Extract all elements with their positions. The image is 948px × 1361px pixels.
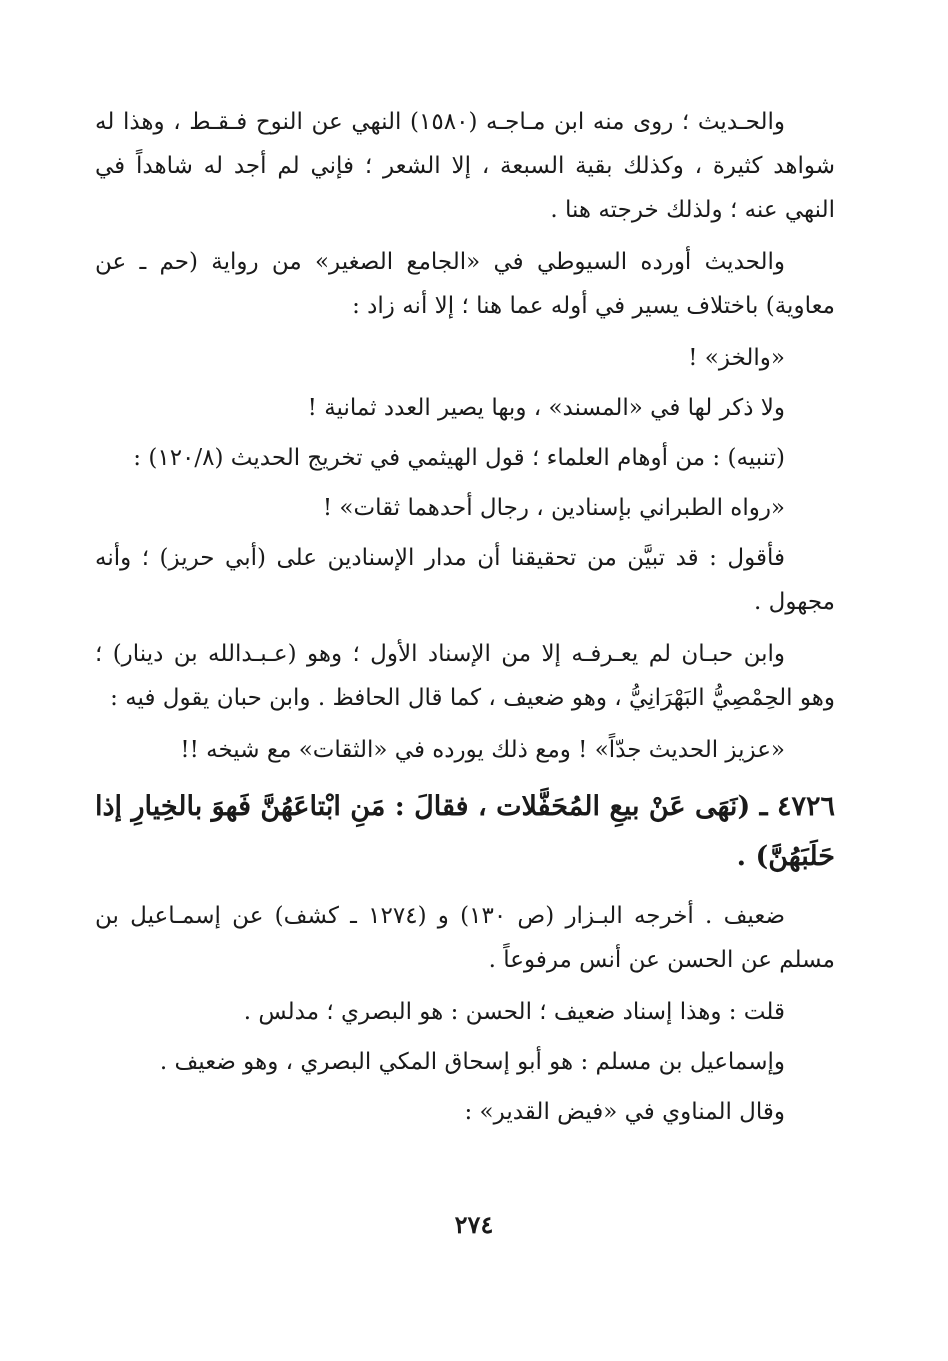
paragraph-khazz-quote: «والخز» ! [688,345,785,371]
paragraph-aziz-quote: «عزيز الحديث جدّاً» ! ومع ذلك يورده في «الثقات» مع شيخه !! [180,737,785,763]
hadith-heading: ٤٧٢٦ ـ (نَهَى عَنْ بيعِ المُحَفَّلات ، فقالَ : مَنِ ابْتاعَهُنَّ فَهوَ بالخِيارِ إذا حَلَبَهُنَّ) . [95,791,835,872]
paragraph-suyuti: والحديث أورده السيوطي في «الجامع الصغير» من رواية (حم ـ عن معاوية) باختلاف يسير في أوله عما هنا ؛ إلا أنه زاد : [95,249,835,319]
paragraph-ibn-majah: والحـديث ؛ روى منه ابن مـاجـه (١٥٨٠) النهي عن النوح فـقـط ، وهذا له شواهد كثيرة ، وكذلك بقية السبعة ، إلا الشعر ؛ فإني لم أجد له شاهداً في النهي عنه ؛ ولذلك خرجته هنا . [95,109,835,223]
paragraph-bazzar: ضعيف . أخرجه البـزار (ص ١٣٠) و (١٢٧٤ ـ كشف) عن إسمـاعيل بن مسلم عن الحسن عن أنس مرفوعاً . [95,903,835,973]
paragraph-aqul: فأقول : قد تبيَّن من تحقيقنا أن مدار الإسنادين على (أبي حريز) ؛ وأنه مجهول . [95,545,835,615]
paragraph-munawi: وقال المناوي في «فيض القدير» : [464,1099,785,1125]
paragraph-isnad-daif: قلت : وهذا إسناد ضعيف ؛ الحسن : هو البصري ؛ مدلس . [243,999,785,1025]
paragraph-ibn-hibban: وابن حبـان لم يعـرفـه إلا من الإسناد الأول ؛ وهو (عـبـدالله بن دينار) ؛ وهو الحِمْصِيُّ البَهْرَانِيُّ ، وهو ضعيف ، كما قال الحافظ . وابن حبان يقول فيه : [95,641,835,711]
paragraph-musnad-note: ولا ذكر لها في «المسند» ، وبها يصير العدد ثمانية ! [307,395,785,421]
paragraph-tabarani-quote: «رواه الطبراني بإسنادين ، رجال أحدهما ثقات» ! [322,495,785,521]
paragraph-tanbih: (تنبيه) : من أوهام العلماء ؛ قول الهيثمي في تخريج الحديث (١٢٠/٨) : [133,445,785,471]
paragraph-ismail: وإسماعيل بن مسلم : هو أبو إسحاق المكي البصري ، وهو ضعيف . [159,1049,785,1075]
page-body [95,100,835,1140]
page-number: ٢٧٤ [454,1210,494,1239]
